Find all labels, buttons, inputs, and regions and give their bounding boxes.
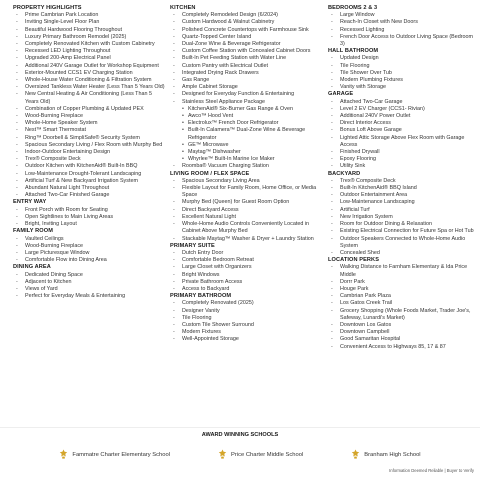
feature-item: - Dorrr Park bbox=[328, 279, 480, 286]
feature-item: - Concealed Shed bbox=[328, 250, 480, 257]
feature-list bbox=[328, 55, 480, 91]
feature-item: - Built-In Pet Feeding Station with Water Line bbox=[170, 55, 328, 62]
school-name: Branham High School bbox=[364, 452, 421, 458]
feature-list bbox=[328, 264, 480, 350]
feature-subitem: • GE™ Microwave bbox=[170, 142, 328, 149]
feature-item: - Oversized Tankless Water Heater (Less Than 5 Years Old) bbox=[13, 84, 170, 91]
feature-item: - Flexible Layout for Family Room, Home Office, or Media Space bbox=[170, 185, 328, 199]
feature-item: - Luxury Primary Bathroom Remodel (2025) bbox=[13, 34, 170, 41]
feature-item: - Grocery Shopping (Whole Foods Market, Trader Joe's, Safeway, Lunardi's Market) bbox=[328, 308, 480, 322]
feature-item: - Beautiful Hardwood Flooring Throughout bbox=[13, 27, 170, 34]
section-heading: PRIMARY SUITE bbox=[170, 242, 215, 249]
feature-subitem: • Awco™ Hood Vent bbox=[170, 113, 328, 120]
section-heading: KITCHEN bbox=[170, 5, 196, 11]
feature-item: - Polished Concrete Countertops with Farmhouse Sink bbox=[170, 27, 328, 34]
feature-item: - Good Samaritan Hospital bbox=[328, 336, 480, 343]
feature-item: - Whole-Home Speaker System bbox=[13, 120, 170, 127]
feature-item: - Attached Two-Car Garage bbox=[328, 99, 480, 106]
feature-item: - Epoxy Flooring bbox=[328, 156, 480, 163]
feature-item: - Downtown Campbell bbox=[328, 329, 480, 336]
feature-item: - Downtown Los Gatos bbox=[328, 322, 480, 329]
feature-item: - Stackable Maytag™ Washer & Dryer + Laundry Station bbox=[170, 236, 328, 243]
feature-item: - Utility Sink bbox=[328, 163, 480, 170]
feature-item: - Attached Two-Car Finished Garage bbox=[13, 192, 170, 199]
feature-item: - Whole-House Water Conditioning & Filtration System bbox=[13, 77, 170, 84]
schools-row bbox=[0, 448, 480, 462]
feature-item: - Direct Backyard Access bbox=[170, 207, 328, 214]
school-item bbox=[218, 449, 303, 461]
feature-item: - Ample Cabinet Storage bbox=[170, 84, 328, 91]
feature-item: - Recessed Lighting bbox=[328, 27, 480, 34]
feature-item: - Designer Vanity bbox=[170, 308, 328, 315]
feature-item: - Dedicated Dining Space bbox=[13, 272, 170, 279]
feature-item: - Completely Renovated (2025) bbox=[170, 300, 328, 307]
section-heading: LIVING ROOM / FLEX SPACE bbox=[170, 170, 250, 177]
feature-item: - Nest™ Smart Thermostat bbox=[13, 127, 170, 134]
school-name: Price Charter Middle School bbox=[231, 452, 304, 458]
feature-item: - Indoor-Outdoor Entertaining Design bbox=[13, 149, 170, 156]
feature-item: - Well-Appointed Storage bbox=[170, 336, 328, 343]
column-1 bbox=[0, 5, 170, 351]
feature-item: - Existing Electrical Connection for Future Spa or Hot Tub bbox=[328, 228, 480, 235]
feature-item: - Access to Backyard bbox=[170, 286, 328, 293]
feature-list bbox=[13, 272, 170, 301]
feature-item: - Inviting Single-Level Floor Plan bbox=[13, 19, 170, 26]
feature-subitem: • Built-In Calamera™ Dual-Zone Wine & Beverage Refrigerator bbox=[170, 127, 328, 141]
feature-item: - Modern Plumbing Fixtures bbox=[328, 77, 480, 84]
feature-item: - Custom Coffee Station with Concealed Cabinet Doors bbox=[170, 48, 328, 55]
feature-item: - Outdoor Entertainment Area bbox=[328, 192, 480, 199]
feature-item: - Completely Renovated Kitchen with Custom Cabinetry bbox=[13, 41, 170, 48]
feature-item: - Ring™ Doorbell & SimpliSafe® Security System bbox=[13, 135, 170, 142]
award-icon bbox=[351, 449, 364, 461]
feature-item: - Wood-Burning Fireplace bbox=[13, 113, 170, 120]
feature-item: - Recessed LED Lighting Throughout bbox=[13, 48, 170, 55]
school-item bbox=[59, 449, 170, 461]
feature-list bbox=[328, 178, 480, 257]
feature-item: - Dutch Entry Door bbox=[170, 250, 328, 257]
feature-item: - Finished Drywall bbox=[328, 149, 480, 156]
section-heading: PROPERTY HIGHLIGHTS bbox=[13, 5, 82, 11]
feature-item: - Reach-In Closet with New Doors bbox=[328, 19, 480, 26]
feature-item: - French Door Access to Outdoor Living Space (Bedroom 3) bbox=[328, 34, 480, 48]
feature-item: - Exterior-Mounted CCS1 EV Charging Station bbox=[13, 70, 170, 77]
feature-item: - Adjacent to Kitchen bbox=[13, 279, 170, 286]
feature-item: - Lighted Attic Storage Above Flex Room with Garage Access bbox=[328, 135, 480, 149]
award-icon bbox=[218, 449, 231, 461]
feature-item: - Modern Fixtures bbox=[170, 329, 328, 336]
feature-item: - New Irrigation System bbox=[328, 214, 480, 221]
column-2 bbox=[170, 5, 328, 351]
feature-item: - Custom Tile Shower Surround bbox=[170, 322, 328, 329]
feature-item: - Open Sightlines to Main Living Areas bbox=[13, 214, 170, 221]
feature-item: - Excellent Natural Light bbox=[170, 214, 328, 221]
feature-item: - Level 2 EV Charger (CCS1- Rivian) bbox=[328, 106, 480, 113]
feature-item: - Spacious Secondary Living / Flex Room with Murphy Bed bbox=[13, 142, 170, 149]
feature-item: - Houge Park bbox=[328, 286, 480, 293]
feature-item: - Convenient Access to Highways 85, 17 & 87 bbox=[328, 344, 480, 351]
feature-item: - Whole-Home Audio Controls Conveniently Located in Cabinet Above Murphy Bed bbox=[170, 221, 328, 235]
feature-list bbox=[170, 12, 328, 170]
feature-item: - Room for Outdoor Dining & Relaxation bbox=[328, 221, 480, 228]
feature-item: - Large Closet with Organizers bbox=[170, 264, 328, 271]
divider bbox=[0, 427, 480, 428]
feature-item: - Upgraded 200-Amp Electrical Panel bbox=[13, 55, 170, 62]
feature-item: - Vaulted Ceilings bbox=[13, 236, 170, 243]
feature-item: - Bright Windows bbox=[170, 272, 328, 279]
feature-list bbox=[170, 300, 328, 343]
feature-item: - Private Bathroom Access bbox=[170, 279, 328, 286]
feature-item: - Los Gatos Creek Trail bbox=[328, 300, 480, 307]
schools-title: AWARD WINNING SCHOOLS bbox=[201, 432, 279, 438]
award-icon bbox=[59, 449, 72, 461]
section-heading: PRIMARY BATHROOM bbox=[170, 293, 232, 300]
feature-item: - Abundant Natural Light Throughout bbox=[13, 185, 170, 192]
feature-item: - Cambrian Park Plaza bbox=[328, 293, 480, 300]
feature-item: - Tile Flooring bbox=[328, 63, 480, 70]
feature-item: - Tile Shower Over Tub bbox=[328, 70, 480, 77]
feature-item: - Dual-Zone Wine & Beverage Refrigerator bbox=[170, 41, 328, 48]
section-heading: DINING AREA bbox=[13, 264, 51, 271]
feature-item: - Additional 240V Power Outlet bbox=[328, 113, 480, 120]
feature-item: - Artificial Turf bbox=[328, 207, 480, 214]
feature-list bbox=[328, 99, 480, 171]
feature-item: - Large Picturesque Window bbox=[13, 250, 170, 257]
feature-list bbox=[13, 207, 170, 229]
feature-item: - Comfortable Bedroom Retreat bbox=[170, 257, 328, 264]
feature-item: - Outdoor Speakers Connected to Whole-Home Audio System bbox=[328, 236, 480, 250]
feature-list bbox=[328, 12, 480, 48]
feature-item: - New Central Heating & Air Conditioning (Less Than 5 Years Old) bbox=[13, 91, 170, 105]
feature-item: - Large Window bbox=[328, 12, 480, 19]
feature-item: - Updated Design bbox=[328, 55, 480, 62]
feature-item: - Direct Interior Access bbox=[328, 120, 480, 127]
feature-item: - Built-In KitchenAid® BBQ Island bbox=[328, 185, 480, 192]
feature-item: - Vanity with Storage bbox=[328, 84, 480, 91]
features-columns bbox=[0, 5, 480, 351]
feature-item: - Perfect for Everyday Meals & Entertaining bbox=[13, 293, 170, 300]
feature-item: - Bright, Inviting Layout bbox=[13, 221, 170, 228]
school-item bbox=[351, 449, 420, 461]
feature-list bbox=[13, 236, 170, 265]
feature-item: - Integrated Drying Rack Drawers bbox=[170, 70, 328, 77]
feature-item: - Additional 240V Garage Outlet for Workshop Equipment bbox=[13, 63, 170, 70]
feature-item: - Low-Maintenance Drought-Tolerant Landscaping bbox=[13, 171, 170, 178]
feature-item: - Trex® Composite Deck bbox=[328, 178, 480, 185]
feature-item: - Designed for Everyday Function & Entertaining bbox=[170, 91, 328, 98]
feature-item: - Combination of Copper Plumbing & Updated PEX bbox=[13, 106, 170, 113]
feature-item: - Stainless Steel Appliance Package bbox=[170, 99, 328, 106]
feature-item: - Trex® Composite Deck bbox=[13, 156, 170, 163]
feature-item: - Roomba® Vacuum Charging Station bbox=[170, 163, 328, 170]
section-heading: BEDROOMS 2 & 3 bbox=[328, 5, 378, 11]
feature-item: - Prime Cambrian Park Location bbox=[13, 12, 170, 19]
feature-item: - Custom Hardwood & Walnut Cabinetry bbox=[170, 19, 328, 26]
feature-item: - Comfortable Flow into Dining Area bbox=[13, 257, 170, 264]
feature-item: - Completely Remodeled Design (6/2024) bbox=[170, 12, 328, 19]
feature-item: - Walking Distance to Farnham Elementary & Ida Price Middle bbox=[328, 264, 480, 278]
feature-item: - Front Porch with Room for Seating bbox=[13, 207, 170, 214]
feature-item: - Quartz-Topped Center Island bbox=[170, 34, 328, 41]
feature-item: - Views of Yard bbox=[13, 286, 170, 293]
feature-subitem: • Maytag™ Dishwasher bbox=[170, 149, 328, 156]
feature-subitem: • KitchenAid® Six-Burner Gas Range & Oven bbox=[170, 106, 328, 113]
feature-list bbox=[13, 12, 170, 199]
feature-item: - Low-Maintenance Landscaping bbox=[328, 199, 480, 206]
feature-item: - Gas Range bbox=[170, 77, 328, 84]
feature-subitem: • Whyrlee™ Built-In Marine Ice Maker bbox=[170, 156, 328, 163]
feature-item: - Custom Pantry with Electrical Outlet bbox=[170, 63, 328, 70]
disclaimer: Information Deemed Reliable | Buyer to Verify bbox=[389, 468, 474, 473]
column-3 bbox=[328, 5, 480, 351]
section-heading: ENTRY WAY bbox=[13, 199, 47, 206]
school-name: Fammatre Charter Elementary School bbox=[72, 452, 171, 458]
section-heading: HALL BATHROOM bbox=[328, 48, 379, 55]
section-heading: GARAGE bbox=[328, 91, 354, 98]
feature-item: - Bonus Loft Above Garage bbox=[328, 127, 480, 134]
feature-item: - Outdoor Kitchen with KitchenAid® Built-In BBQ bbox=[13, 163, 170, 170]
feature-item: - Tile Flooring bbox=[170, 315, 328, 322]
feature-subitem: • Electrolux™ French Door Refrigerator bbox=[170, 120, 328, 127]
feature-item: - Artificial Turf & New Backyard Irrigation System bbox=[13, 178, 170, 185]
feature-item: - Wood-Burning Fireplace bbox=[13, 243, 170, 250]
section-heading: BACKYARD bbox=[328, 170, 361, 177]
feature-list bbox=[170, 250, 328, 293]
feature-item: - Spacious Secondary Living Area bbox=[170, 178, 328, 185]
section-heading: FAMILY ROOM bbox=[13, 228, 53, 235]
section-heading: LOCATION PERKS bbox=[328, 257, 380, 264]
feature-item: - Murphy Bed (Queen) for Guest Room Option bbox=[170, 199, 328, 206]
feature-list bbox=[170, 178, 328, 243]
